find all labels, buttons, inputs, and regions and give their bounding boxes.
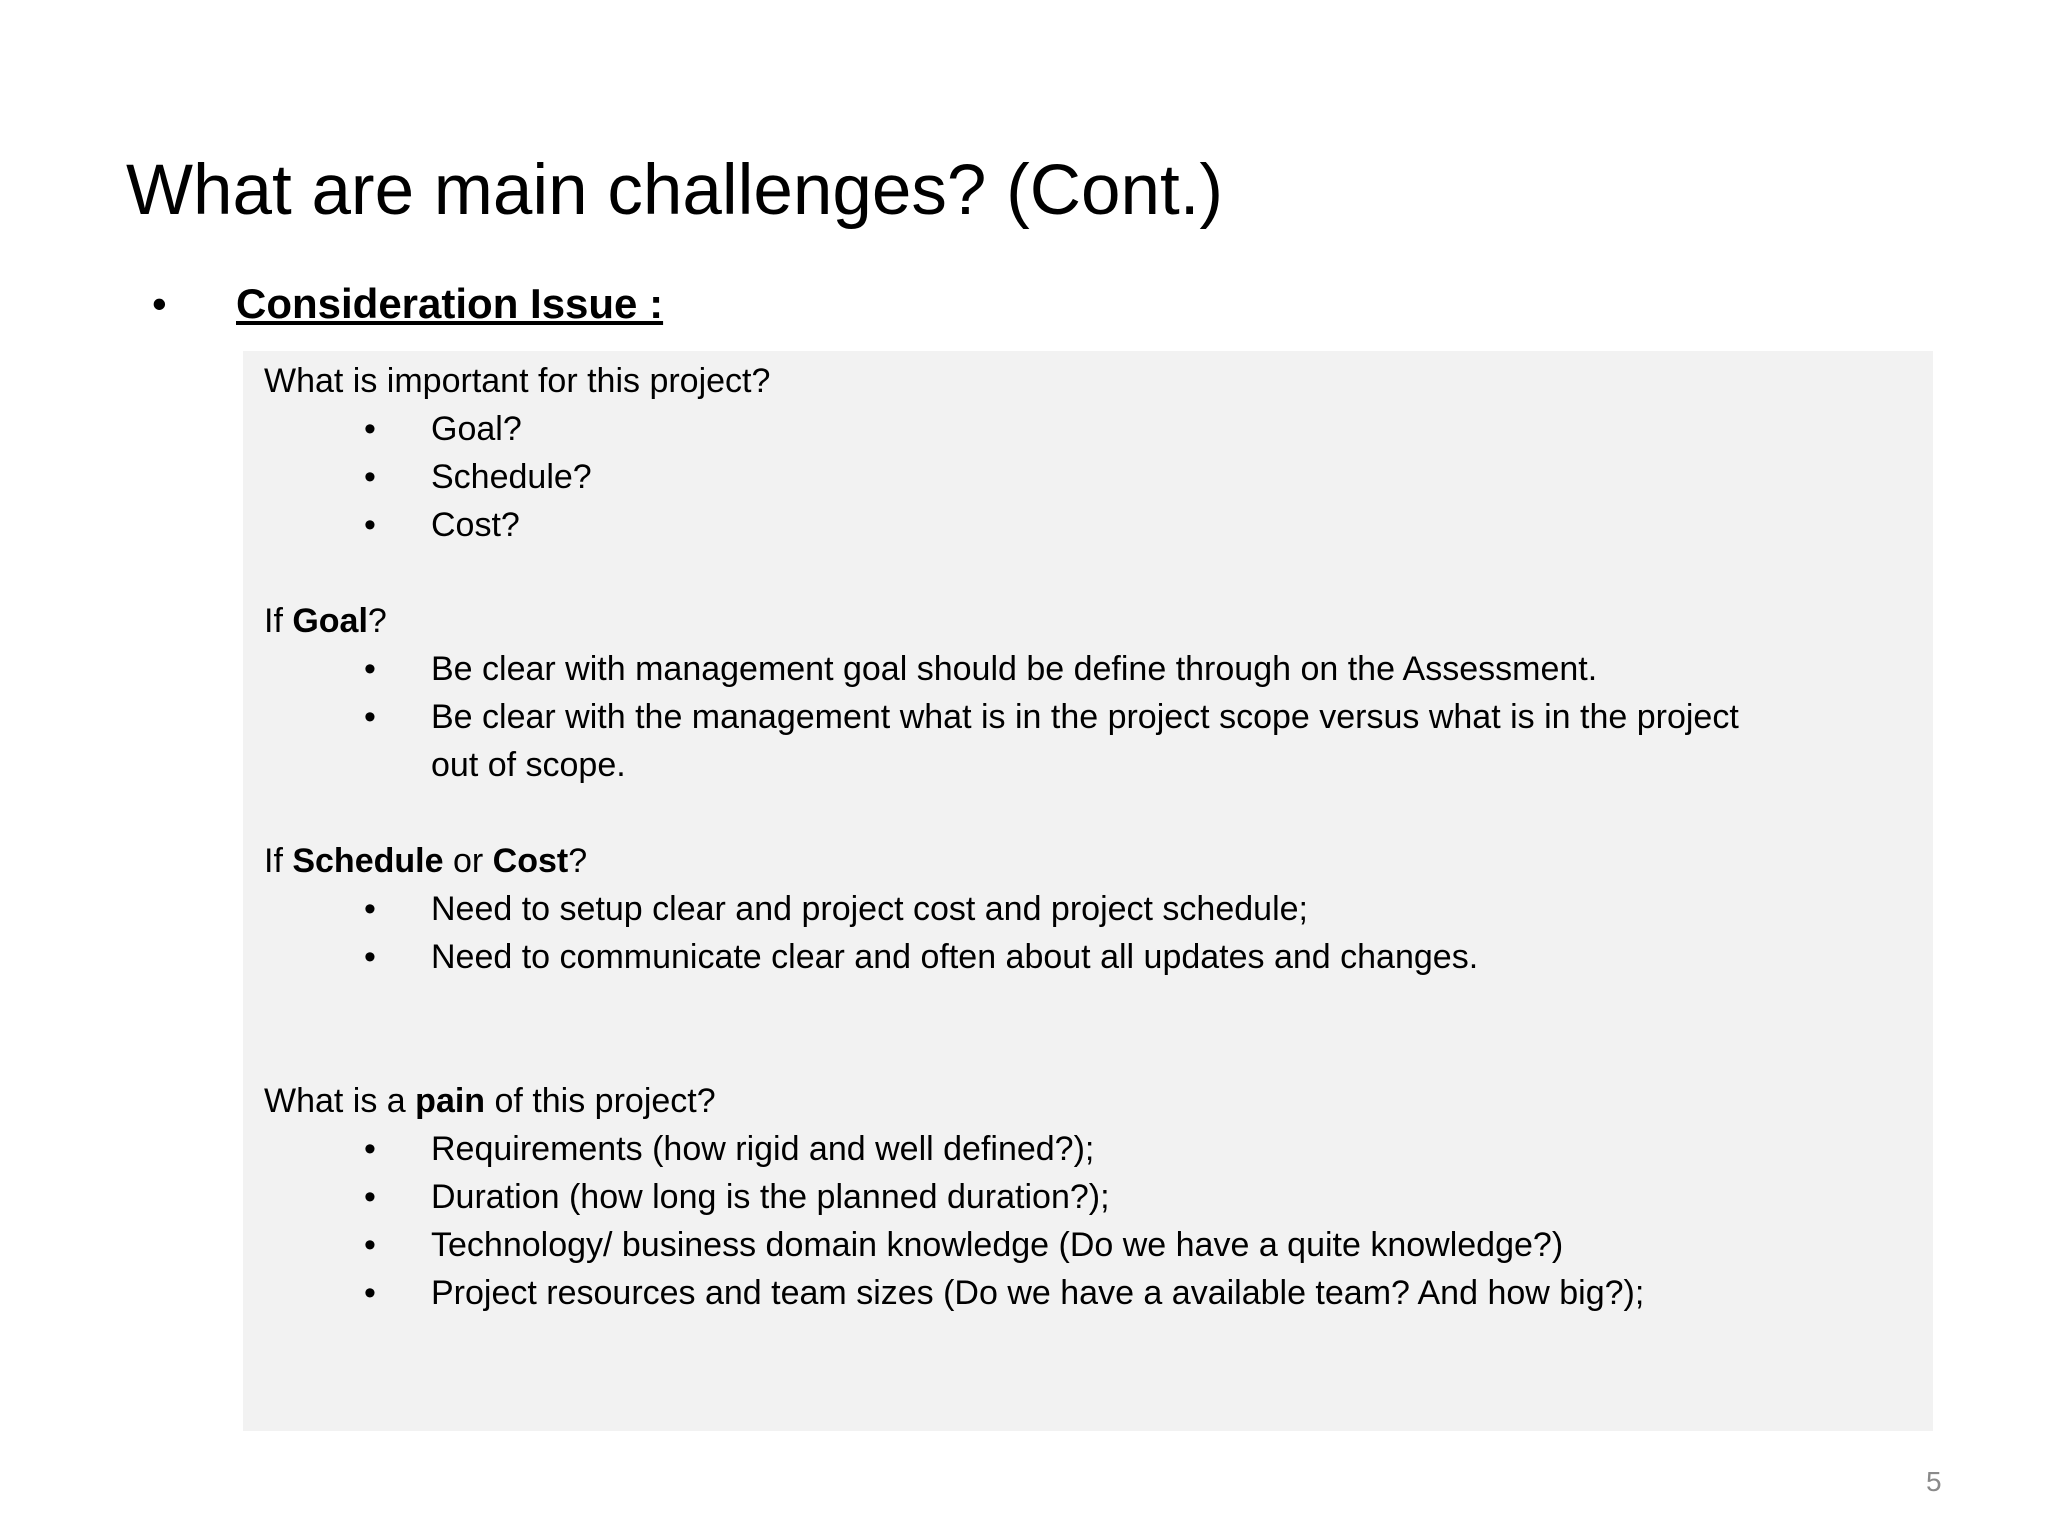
bullet: • — [364, 650, 376, 688]
bullet: • — [364, 1274, 376, 1312]
sc-prefix: If — [264, 842, 293, 880]
list-item-continuation — [243, 741, 1933, 789]
list-item-text: Cost? — [431, 506, 520, 544]
list-item-text: Requirements (how rigid and well defined?); — [431, 1130, 1095, 1168]
consideration-heading: Consideration Issue : — [236, 280, 664, 327]
list-item — [243, 1221, 1933, 1269]
bullet: • — [364, 698, 376, 736]
bullet: • — [364, 890, 376, 928]
list-item-text: Schedule? — [431, 458, 592, 496]
pain-keyword: pain — [415, 1082, 486, 1120]
pain-suffix: of this project? — [485, 1082, 716, 1120]
list-item — [243, 405, 1933, 453]
list-item — [243, 453, 1933, 501]
list-item-text: out of scope. — [431, 746, 626, 784]
bullet: • — [364, 938, 376, 976]
list-item — [243, 645, 1933, 693]
list-item-text: Project resources and team sizes (Do we have a available team? And how big?); — [431, 1274, 1645, 1312]
list-item — [243, 693, 1933, 741]
goal-question — [243, 597, 1933, 645]
cost-keyword: Cost — [492, 842, 569, 880]
list-item-text: Need to setup clear and project cost and project schedule; — [431, 890, 1308, 928]
list-item — [243, 501, 1933, 549]
list-item — [243, 1125, 1933, 1173]
spacer — [243, 549, 1933, 597]
pain-prefix: What is a — [264, 1082, 416, 1120]
goal-prefix: If — [264, 602, 293, 640]
sc-suffix: ? — [568, 842, 588, 880]
schedule-keyword: Schedule — [292, 842, 444, 880]
list-item — [243, 885, 1933, 933]
page-number: 5 — [1926, 1466, 1942, 1497]
heading-bullet: • — [152, 280, 167, 327]
sc-middle: or — [443, 842, 493, 880]
list-item — [243, 1173, 1933, 1221]
spacer — [243, 1029, 1933, 1077]
goal-suffix: ? — [367, 602, 387, 640]
list-item-text: Need to communicate clear and often about all updates and changes. — [431, 938, 1479, 976]
list-item-text: Goal? — [431, 410, 522, 448]
pain-question — [243, 1077, 1933, 1125]
goal-keyword: Goal — [292, 602, 368, 640]
list-item — [243, 933, 1933, 981]
slide-title: What are main challenges? (Cont.) — [126, 151, 1224, 230]
bullet: • — [364, 458, 376, 496]
spacer — [243, 789, 1933, 837]
list-item — [243, 1269, 1933, 1317]
list-item-text: Be clear with management goal should be define through on the Assessment. — [431, 650, 1598, 688]
bullet: • — [364, 1130, 376, 1168]
bullet: • — [364, 410, 376, 448]
bullet: • — [364, 506, 376, 544]
list-item-text: Technology/ business domain knowledge (Do we have a quite knowledge?) — [431, 1226, 1564, 1264]
schedule-cost-question — [243, 837, 1933, 885]
consideration-box — [243, 351, 1933, 1431]
list-item-text: Be clear with the management what is in the project scope versus what is in the project — [431, 698, 1739, 736]
important-question: What is important for this project? — [264, 362, 771, 400]
list-item-text: Duration (how long is the planned duration?); — [431, 1178, 1110, 1216]
bullet: • — [364, 1178, 376, 1216]
spacer — [243, 981, 1933, 1029]
bullet: • — [364, 1226, 376, 1264]
